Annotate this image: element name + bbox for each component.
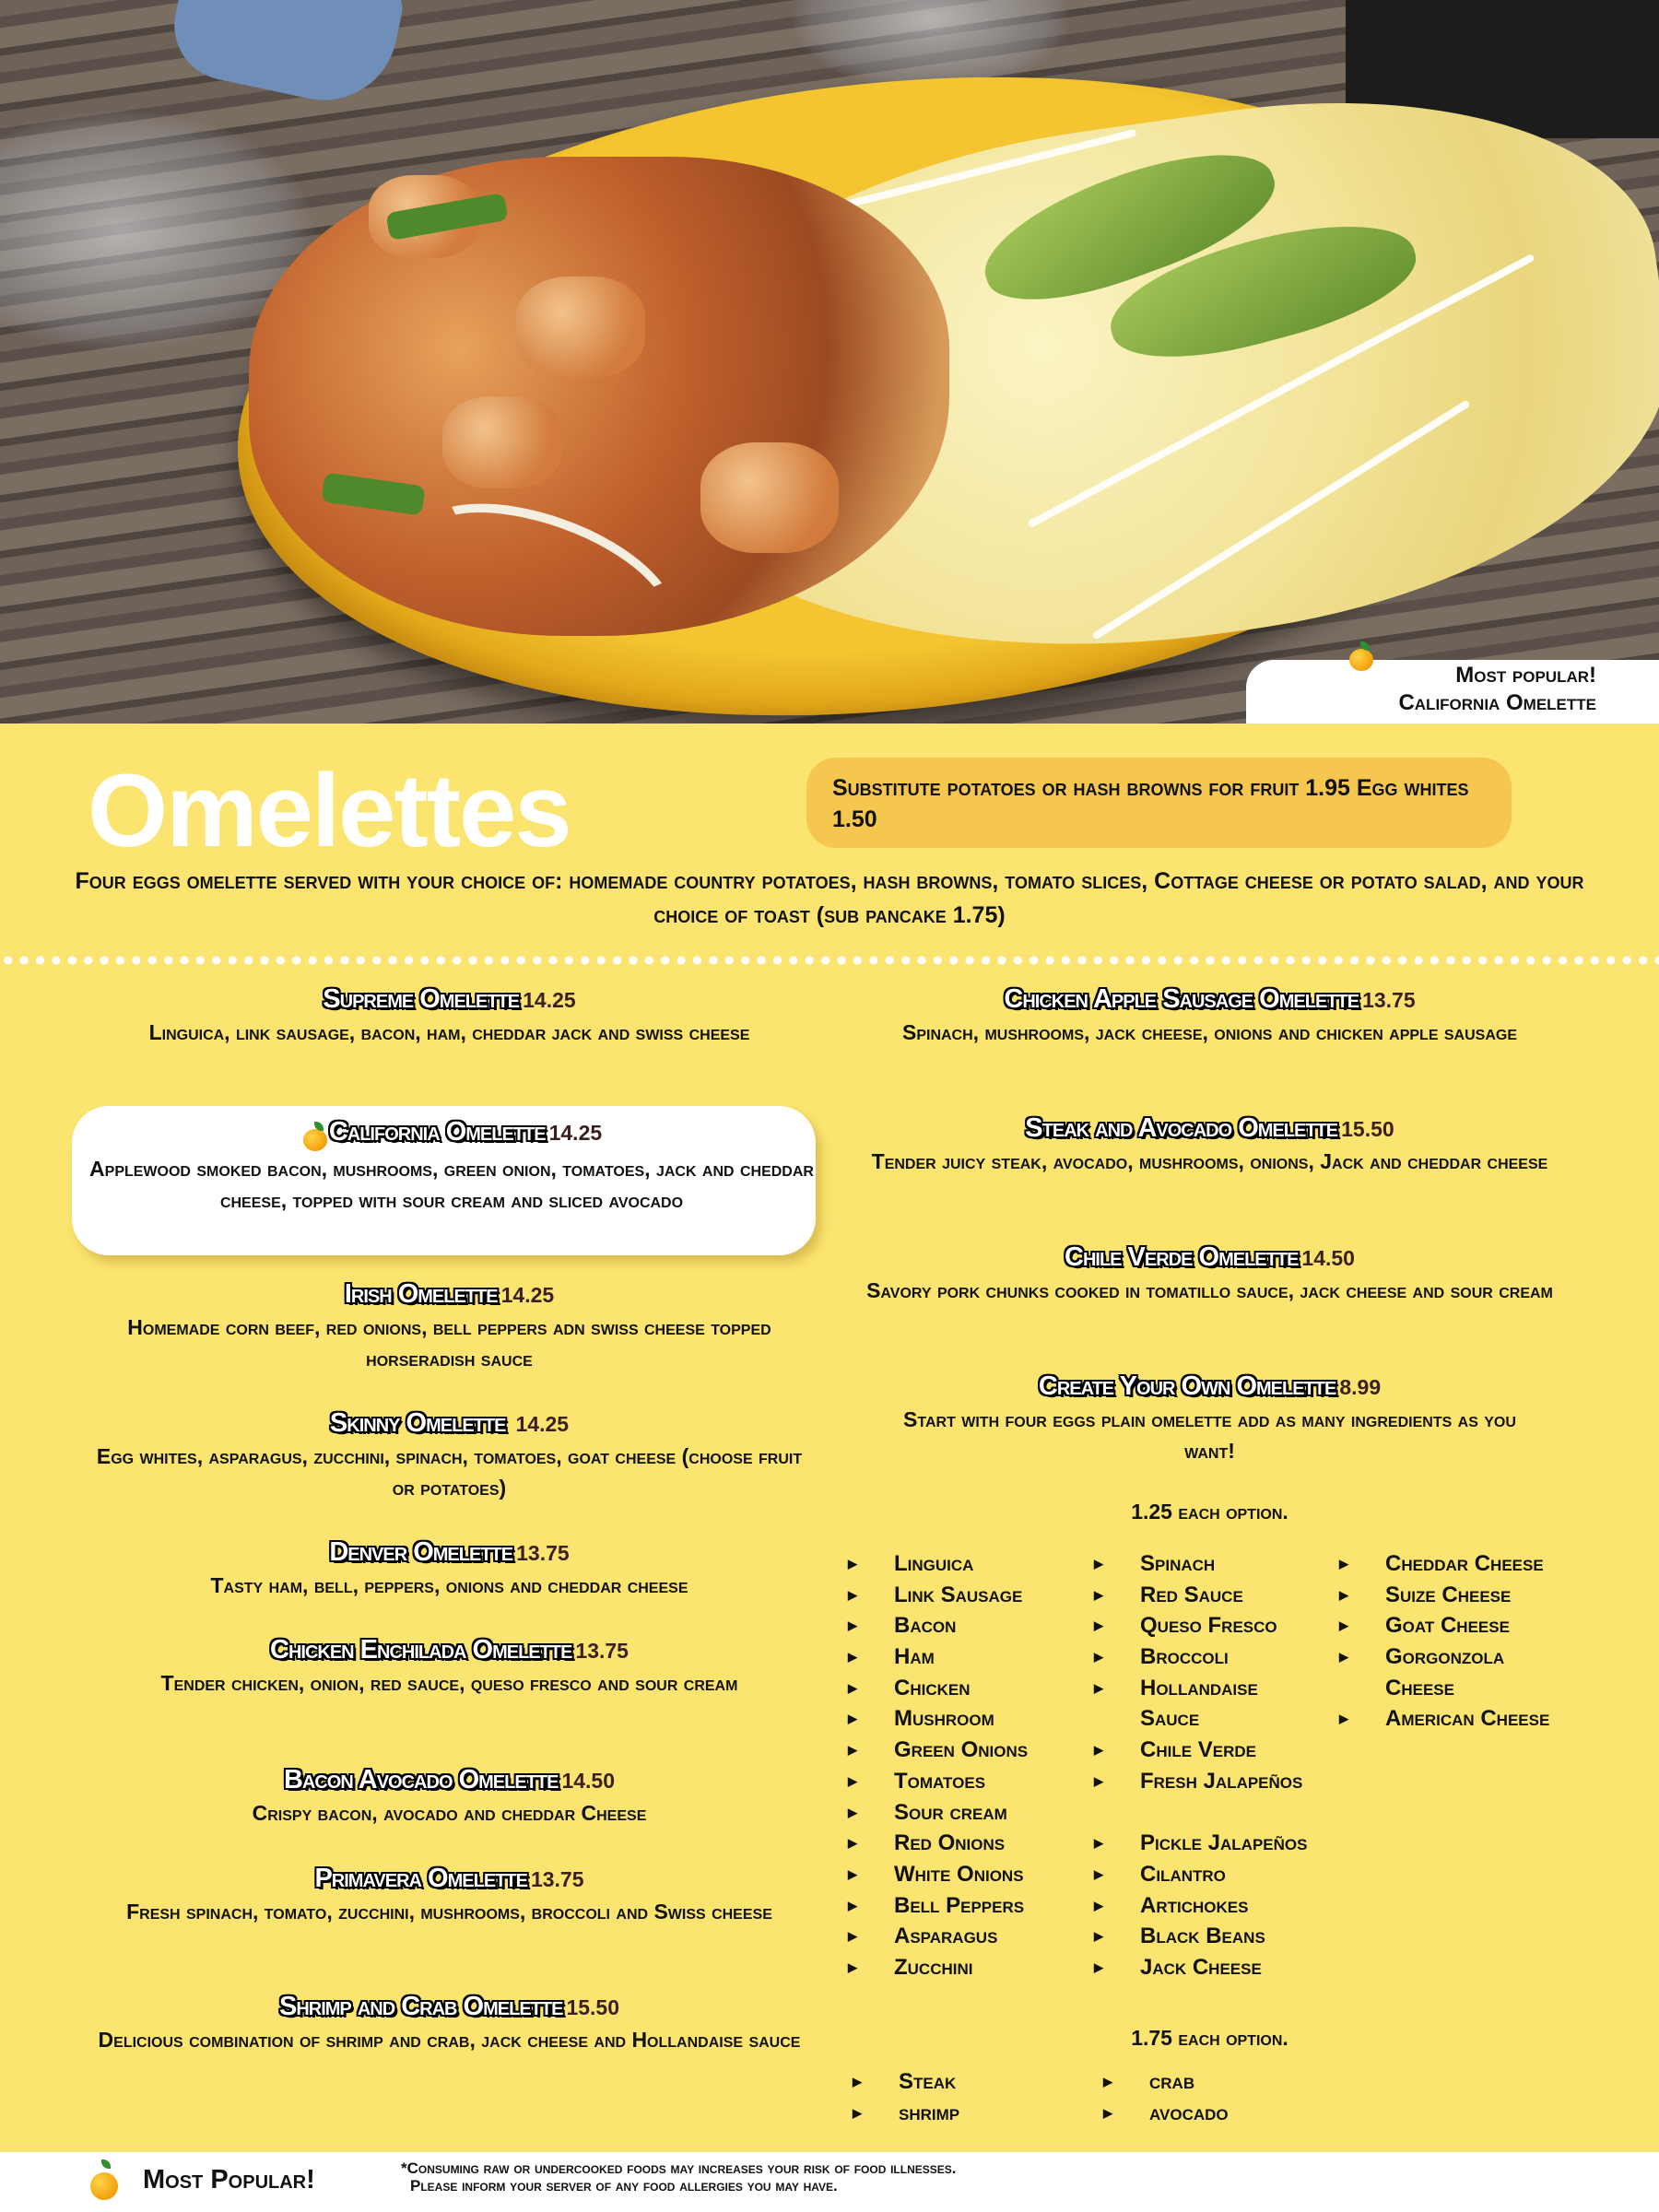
napkin: [164, 0, 407, 113]
option-label: Mushroom: [894, 1706, 994, 1732]
option-label: Bacon: [894, 1613, 957, 1639]
option-label: crab: [1149, 2069, 1195, 2094]
item-price: 14.50: [561, 1769, 616, 1793]
option-label: Chile Verde: [1140, 1737, 1256, 1763]
option-label: avocado: [1149, 2100, 1229, 2125]
bullet-icon: ▶: [1103, 2075, 1112, 2088]
menu-item: [88, 984, 811, 1048]
options-125-col3: [1339, 1548, 1549, 1735]
option-label: Cheddar Cheese: [1385, 1551, 1544, 1576]
item-desc: Tasty ham, bell, peppers, onions and cheddar cheese: [210, 1573, 688, 1597]
menu-item: [88, 1992, 811, 2055]
option-item: [848, 1610, 1028, 1641]
option-item: [848, 1797, 1028, 1829]
bullet-icon: ▶: [848, 1650, 857, 1665]
option-label: Cilantro: [1140, 1861, 1226, 1887]
disclaimer-line-1: *Consuming raw or undercooked foods may increases your risk of food illnesses.: [401, 2159, 957, 2177]
option-label: Bell Peppers: [894, 1892, 1025, 1918]
options-125-col1: [848, 1548, 1028, 1983]
item-desc: Crispy bacon, avocado and cheddar Cheese: [252, 1801, 647, 1825]
orange-icon: [301, 1122, 329, 1151]
bullet-icon: ▶: [848, 1743, 857, 1758]
bullet-icon: ▶: [848, 1712, 857, 1726]
option-item: [848, 1766, 1028, 1797]
intro-text: Four eggs omelette served with your choice of: homemade country potatoes, hash browns, tomato slices, Cottage cheese or potato salad, and your choice of toast (sub pancake 1.75): [75, 868, 1584, 928]
item-name: Chicken Enchilada Omelette: [270, 1635, 572, 1665]
item-desc: Savory pork chunks cooked in tomatillo sauce, jack cheese and sour cream: [866, 1278, 1553, 1302]
item-price: 13.75: [516, 1541, 570, 1565]
bullet-icon: ▶: [1339, 1557, 1348, 1571]
most-popular-badge: [1246, 660, 1659, 724]
option-label: Ham: [894, 1644, 935, 1670]
bullet-icon: ▶: [1339, 1618, 1348, 1633]
option-label: Hollandaise Sauce: [1140, 1675, 1258, 1732]
bullet-icon: ▶: [1094, 1836, 1103, 1851]
bullet-icon: ▶: [848, 1680, 857, 1695]
item-price: 15.50: [1341, 1117, 1394, 1141]
item-name: Primavera Omelette: [314, 1864, 527, 1893]
option-item: [848, 1735, 1028, 1766]
footer: [0, 2152, 1659, 2212]
bullet-icon: ▶: [1094, 1587, 1103, 1602]
menu-item: [903, 1371, 1516, 1466]
badge-item: California Omelette: [1398, 690, 1596, 715]
item-price: 8.99: [1339, 1375, 1382, 1399]
item-price: 13.75: [575, 1639, 629, 1663]
option-label: American Cheese: [1385, 1706, 1550, 1732]
item-desc: Spinach, mushrooms, jack cheese, onions and chicken apple sausage: [901, 1020, 1518, 1044]
option-item: [848, 1641, 1028, 1673]
option-item: [1094, 1673, 1288, 1735]
option-label: Link Sausage: [894, 1582, 1023, 1607]
bullet-icon: ▶: [853, 2105, 862, 2120]
badge-label: Most popular!: [1455, 663, 1596, 688]
option-label: Queso Fresco: [1140, 1613, 1277, 1639]
option-label: Broccoli: [1140, 1644, 1229, 1670]
disclaimer: [401, 2159, 957, 2194]
item-desc: Egg whites, asparagus, zucchini, spinach, tomatoes, goat cheese (choose fruit or potatoes): [96, 1444, 803, 1500]
hero-photo: [0, 0, 1659, 724]
option-label: Goat Cheese: [1385, 1613, 1510, 1639]
option-label: Gorgonzola Cheese: [1385, 1644, 1505, 1700]
option-item: [853, 2098, 959, 2129]
option-item: [1094, 1859, 1307, 1890]
item-price: 14.25: [500, 1283, 555, 1307]
bullet-icon: ▶: [848, 1929, 857, 1944]
option-item: [848, 1890, 1028, 1922]
option-item: [1094, 1548, 1307, 1580]
bullet-icon: ▶: [1094, 1866, 1103, 1881]
option-item: [1339, 1580, 1549, 1611]
option-label: Black Beans: [1140, 1924, 1265, 1949]
bullet-icon: ▶: [848, 1773, 857, 1788]
bullet-icon: ▶: [1094, 1680, 1103, 1695]
option-item: [853, 2066, 959, 2098]
item-price: 14.25: [548, 1121, 603, 1145]
option-item: [1094, 1952, 1307, 1983]
option-label: Linguica: [894, 1551, 974, 1576]
item-name: Chile Verde Omelette: [1065, 1242, 1299, 1272]
bullet-icon: ▶: [848, 1959, 857, 1974]
option-label: Jack Cheese: [1140, 1954, 1262, 1980]
orange-icon: [88, 2159, 120, 2200]
bullet-icon: ▶: [848, 1587, 857, 1602]
option-label: Zucchini: [894, 1954, 973, 1980]
bullet-icon: ▶: [1339, 1650, 1348, 1665]
bullet-icon: ▶: [848, 1805, 857, 1819]
item-name: Skinny Omelette: [329, 1408, 512, 1438]
orange-icon: [1347, 641, 1375, 671]
option-label: Asparagus: [894, 1924, 998, 1949]
option-item: [848, 1703, 1028, 1735]
menu-item: [88, 1408, 811, 1503]
item-desc: Fresh spinach, tomato, zucchini, mushrooms, broccoli and Swiss cheese: [126, 1900, 772, 1924]
menu-item: [848, 984, 1571, 1048]
dotted-divider: [0, 955, 1659, 966]
bullet-icon: ▶: [848, 1898, 857, 1912]
option-item: [1094, 1610, 1307, 1641]
potato-chunk: [442, 396, 562, 488]
option-item: [1103, 2066, 1229, 2098]
item-desc: Start with four eggs plain omelette add as many ingredients as you want!: [903, 1407, 1516, 1463]
item-price: 13.75: [530, 1867, 584, 1891]
option-label: White Onions: [894, 1861, 1024, 1887]
item-desc: Homemade corn beef, red onions, bell peppers adn swiss cheese topped horseradish sauce: [127, 1315, 771, 1371]
option-label: Tomatoes: [894, 1768, 986, 1794]
options-175-col2: [1103, 2066, 1229, 2128]
option-label: Suize Cheese: [1385, 1582, 1512, 1607]
item-desc: Tender chicken, onion, red sauce, queso fresco and sour cream: [160, 1671, 738, 1695]
menu-item: [124, 1279, 774, 1374]
menu-item: [848, 1242, 1571, 1306]
option-item: [848, 1921, 1028, 1952]
item-name: Supreme Omelette: [323, 984, 520, 1014]
item-price: 14.25: [523, 988, 576, 1012]
bullet-icon: ▶: [1094, 1557, 1103, 1571]
options-125-col2: [1094, 1548, 1307, 1983]
item-desc: Applewood smoked bacon, mushrooms, green onion, tomatoes, jack and cheddar cheese, topped with sour cream and sliced avocado: [89, 1156, 814, 1212]
item-price: 15.50: [566, 1995, 619, 2019]
item-desc: Tender juicy steak, avocado, mushrooms, onions, Jack and cheddar cheese: [871, 1149, 1548, 1173]
menu-item: [69, 1117, 834, 1216]
option-label: Red Onions: [894, 1830, 1006, 1856]
menu-item: [88, 1864, 811, 1927]
bullet-icon: ▶: [848, 1618, 857, 1633]
option-label: Sour cream: [894, 1799, 1007, 1825]
option-item: [848, 1952, 1028, 1983]
item-name: Denver Omelette: [329, 1537, 513, 1567]
item-name: California Omelette: [328, 1117, 546, 1147]
option-label: Chicken: [894, 1675, 971, 1700]
option-item: [1094, 1641, 1307, 1673]
item-name: Irish Omelette: [344, 1279, 498, 1309]
option-item: [1339, 1703, 1549, 1735]
options-125-heading: 1.25 each option.: [1131, 1500, 1288, 1524]
bullet-icon: ▶: [1094, 1650, 1103, 1665]
option-label: Artichokes: [1140, 1892, 1249, 1918]
bullet-icon: ▶: [1094, 1959, 1103, 1974]
option-label: Steak: [899, 2069, 957, 2094]
substitute-note: Substitute potatoes or hash browns for fruit 1.95 Egg whites 1.50: [806, 758, 1512, 848]
bullet-icon: ▶: [1094, 1618, 1103, 1633]
bullet-icon: ▶: [853, 2075, 862, 2088]
item-name: Steak and Avocado Omelette: [1025, 1113, 1338, 1143]
option-item: [1094, 1890, 1307, 1922]
menu-item: [848, 1113, 1571, 1177]
option-item: [1103, 2098, 1229, 2129]
disclaimer-line-2: Please inform your server of any food allergies you may have.: [410, 2177, 838, 2194]
option-item: [1339, 1610, 1549, 1641]
option-label: Fresh Jalapeños: [1140, 1768, 1303, 1794]
bullet-icon: ▶: [848, 1836, 857, 1851]
potato-chunk: [516, 276, 645, 378]
item-desc: Linguica, link sausage, bacon, ham, cheddar jack and swiss cheese: [148, 1020, 750, 1044]
option-item: [1094, 1766, 1307, 1797]
bullet-icon: ▶: [1094, 1743, 1103, 1758]
bullet-icon: ▶: [1094, 1773, 1103, 1788]
option-item: [1339, 1641, 1528, 1703]
bullet-icon: ▶: [1339, 1587, 1348, 1602]
bullet-icon: ▶: [1339, 1712, 1348, 1726]
menu-item: [88, 1635, 811, 1699]
item-name: Bacon Avocado Omelette: [283, 1765, 559, 1794]
bullet-icon: ▶: [848, 1866, 857, 1881]
option-item: [1094, 1921, 1307, 1952]
item-name: Chicken Apple Sausage Omelette: [1004, 984, 1359, 1014]
option-item: [848, 1580, 1028, 1611]
option-item: [1094, 1580, 1307, 1611]
options-175-col1: [853, 2066, 959, 2128]
option-item: [848, 1673, 1028, 1704]
option-item: [1094, 1735, 1307, 1766]
menu-item: [88, 1765, 811, 1829]
item-desc: Delicious combination of shrimp and crab, jack cheese and Hollandaise sauce: [98, 2028, 801, 2052]
menu-item: [88, 1537, 811, 1601]
option-item: [1094, 1828, 1307, 1859]
bullet-icon: ▶: [1094, 1929, 1103, 1944]
item-price: 14.50: [1301, 1246, 1355, 1270]
most-popular-legend: Most Popular!: [143, 2165, 315, 2194]
option-label: shrimp: [899, 2100, 960, 2125]
page-title: Omelettes: [88, 753, 571, 868]
item-name: Shrimp and Crab Omelette: [278, 1992, 563, 2021]
bullet-icon: ▶: [848, 1557, 857, 1571]
option-label: Green Onions: [894, 1737, 1029, 1763]
item-price: 13.75: [1362, 988, 1416, 1012]
item-price: 14.25: [515, 1412, 570, 1436]
option-item: [848, 1548, 1028, 1580]
option-label: Red Sauce: [1140, 1582, 1243, 1607]
bullet-icon: ▶: [1103, 2105, 1112, 2120]
item-name: Create Your Own Omelette: [1038, 1371, 1336, 1401]
option-label: Pickle Jalapeños: [1140, 1830, 1308, 1856]
option-item: [1339, 1548, 1549, 1580]
option-label: Spinach: [1140, 1551, 1216, 1576]
option-item: [848, 1859, 1028, 1890]
options-175-heading: 1.75 each option.: [1131, 2026, 1288, 2050]
option-item: [848, 1828, 1028, 1859]
potato-chunk: [700, 442, 839, 553]
bullet-icon: ▶: [1094, 1898, 1103, 1912]
